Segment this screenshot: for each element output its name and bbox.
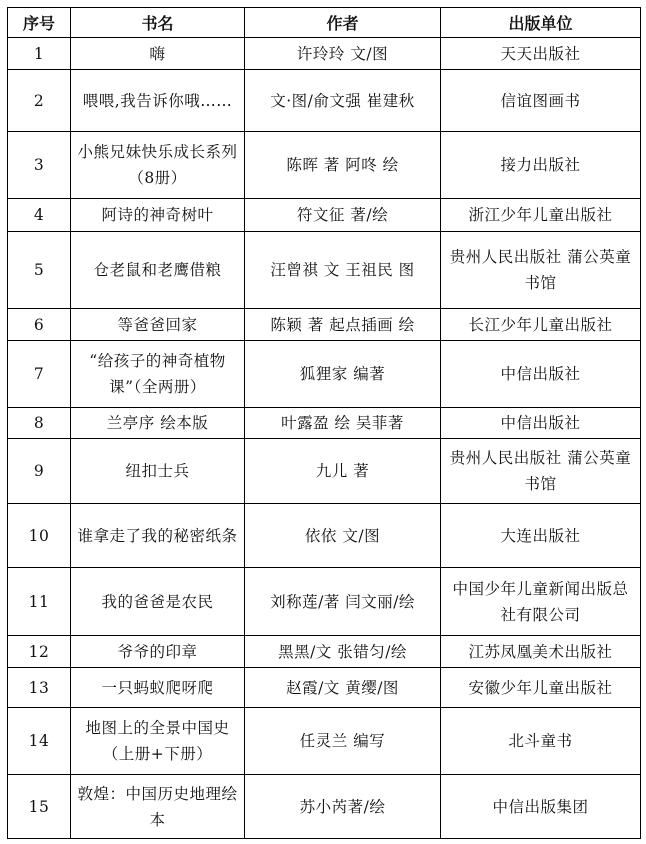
cell-author: 刘称莲/著 闫文丽/绘 [245, 568, 441, 636]
table-row [8, 132, 641, 199]
table-row [8, 568, 641, 636]
cell-number: 8 [8, 408, 71, 439]
header-title: 书名 [71, 8, 245, 38]
cell-title: 嗨 [71, 38, 245, 70]
cell-publisher: 中国少年儿童新闻出版总社有限公司 [441, 568, 641, 636]
cell-title: 仓老鼠和老鹰借粮 [71, 232, 245, 309]
cell-publisher: 江苏凤凰美术出版社 [441, 636, 641, 668]
cell-author: 苏小芮著/绘 [245, 775, 441, 839]
cell-publisher: 信谊图画书 [441, 70, 641, 132]
table-row [8, 341, 641, 408]
cell-publisher: 大连出版社 [441, 504, 641, 568]
cell-number: 14 [8, 708, 71, 775]
table-row [8, 408, 641, 439]
header-number: 序号 [8, 8, 71, 38]
table-row [8, 504, 641, 568]
cell-author: 赵霞/文 黄缨/图 [245, 668, 441, 708]
cell-publisher: 接力出版社 [441, 132, 641, 199]
cell-number: 3 [8, 132, 71, 199]
table-row [8, 232, 641, 309]
cell-author: 黑黑/文 张错匀/绘 [245, 636, 441, 668]
table-row [8, 38, 641, 70]
cell-title: 一只蚂蚁爬呀爬 [71, 668, 245, 708]
book-list-table [7, 7, 641, 839]
cell-title: 喂喂,我告诉你哦…… [71, 70, 245, 132]
cell-author: 九儿 著 [245, 439, 441, 504]
cell-publisher: 中信出版社 [441, 341, 641, 408]
cell-title: 兰亭序 绘本版 [71, 408, 245, 439]
cell-publisher: 天天出版社 [441, 38, 641, 70]
cell-title: 等爸爸回家 [71, 309, 245, 341]
table-row [8, 199, 641, 232]
cell-author: 许玲玲 文/图 [245, 38, 441, 70]
cell-number: 9 [8, 439, 71, 504]
cell-publisher: 贵州人民出版社 蒲公英童书馆 [441, 439, 641, 504]
cell-number: 6 [8, 309, 71, 341]
cell-author: 汪曾祺 文 王祖民 图 [245, 232, 441, 309]
table-row [8, 309, 641, 341]
cell-title: 敦煌：中国历史地理绘本 [71, 775, 245, 839]
cell-publisher: 长江少年儿童出版社 [441, 309, 641, 341]
cell-title: 谁拿走了我的秘密纸条 [71, 504, 245, 568]
cell-number: 13 [8, 668, 71, 708]
table-row [8, 70, 641, 132]
cell-title: 小熊兄妹快乐成长系列（8册） [71, 132, 245, 199]
cell-author: 陈颖 著 起点插画 绘 [245, 309, 441, 341]
cell-number: 4 [8, 199, 71, 232]
cell-number: 5 [8, 232, 71, 309]
table-row [8, 668, 641, 708]
cell-publisher: 贵州人民出版社 蒲公英童书馆 [441, 232, 641, 309]
cell-title: “给孩子的神奇植物课”（全两册） [71, 341, 245, 408]
cell-author: 依依 文/图 [245, 504, 441, 568]
header-publisher: 出版单位 [441, 8, 641, 38]
cell-title: 地图上的全景中国史（上册+下册） [71, 708, 245, 775]
header-row [8, 8, 641, 38]
table-row [8, 439, 641, 504]
cell-publisher: 安徽少年儿童出版社 [441, 668, 641, 708]
cell-title: 阿诗的神奇树叶 [71, 199, 245, 232]
cell-publisher: 北斗童书 [441, 708, 641, 775]
cell-publisher: 浙江少年儿童出版社 [441, 199, 641, 232]
cell-number: 15 [8, 775, 71, 839]
cell-number: 12 [8, 636, 71, 668]
cell-publisher: 中信出版集团 [441, 775, 641, 839]
table-row [8, 708, 641, 775]
cell-author: 文·图/俞文强 崔建秋 [245, 70, 441, 132]
cell-author: 狐狸家 编著 [245, 341, 441, 408]
cell-number: 10 [8, 504, 71, 568]
cell-title: 我的爸爸是农民 [71, 568, 245, 636]
cell-author: 任灵兰 编写 [245, 708, 441, 775]
cell-title: 爷爷的印章 [71, 636, 245, 668]
cell-publisher: 中信出版社 [441, 408, 641, 439]
header-author: 作者 [245, 8, 441, 38]
cell-number: 2 [8, 70, 71, 132]
cell-number: 11 [8, 568, 71, 636]
cell-author: 陈晖 著 阿咚 绘 [245, 132, 441, 199]
cell-number: 7 [8, 341, 71, 408]
table-row [8, 636, 641, 668]
table-row [8, 775, 641, 839]
cell-author: 叶露盈 绘 吴菲著 [245, 408, 441, 439]
cell-number: 1 [8, 38, 71, 70]
cell-title: 纽扣士兵 [71, 439, 245, 504]
cell-author: 符文征 著/绘 [245, 199, 441, 232]
